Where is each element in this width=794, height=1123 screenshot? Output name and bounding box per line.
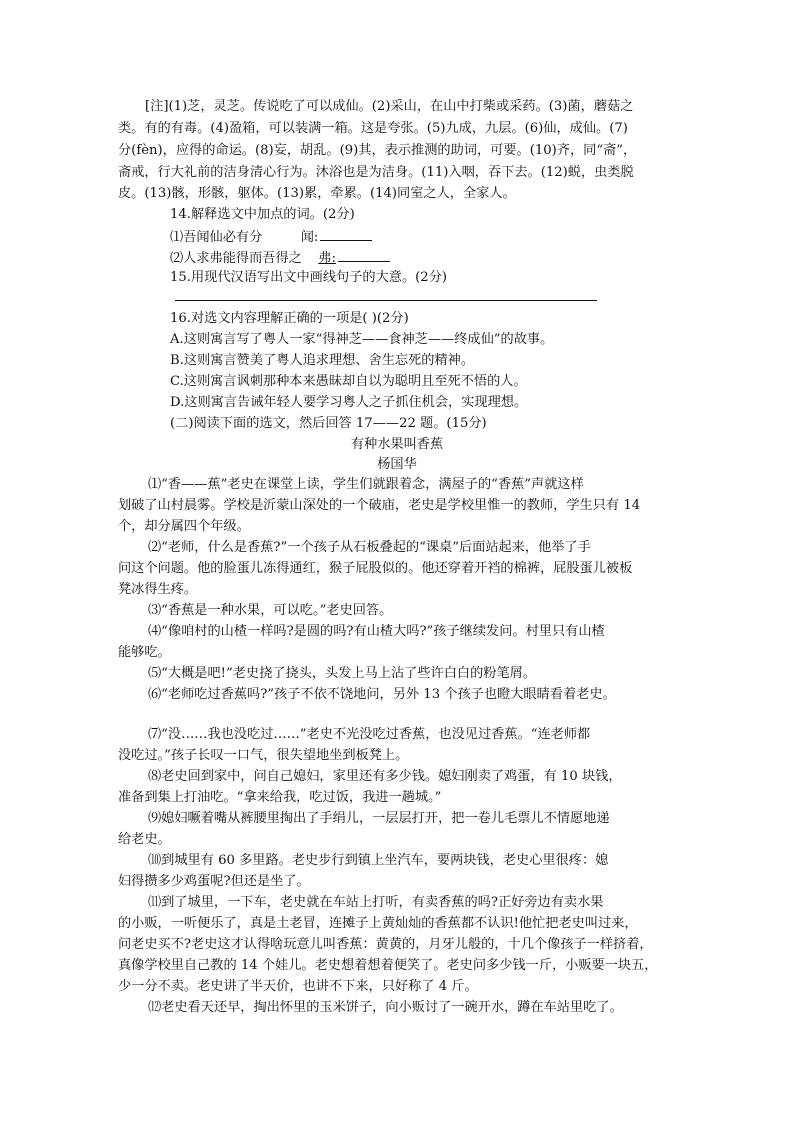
- option-d: D.这则寓言告诫年轻人要学习粤人之子抓住机会，实现理想。: [170, 395, 528, 410]
- article-line: ⑻老史回到家中，问自己媳妇，家里还有多少钱。媳妇刚卖了鸡蛋，有 10 块钱，: [148, 769, 622, 784]
- article-line: ⑵“老师，什么是香蕉?”一个孩子从石板叠起的“课桌”后面站起来，他举了手: [148, 540, 591, 555]
- item-2-word: 弗:: [318, 251, 336, 266]
- note-line: 皮。(13)骸，形骸，躯体。(13)累，牵累。(14)同室之人，全家人。: [118, 186, 516, 201]
- article-line: ⑷“像咱村的山楂一样吗?是圆的吗?有山楂大吗?”孩子继续发问。村里只有山楂: [148, 624, 605, 639]
- article-line: ⑼媳妇噘着嘴从裤腰里掏出了手绢儿，一层层打开，把一卷儿毛票儿不情愿地递: [148, 811, 610, 826]
- note-line: 斋戒，行大礼前的洁身清心行为。沐浴也是为洁身。(11)入咽，吞下去。(12)蜕，虫类脱: [118, 165, 634, 180]
- article-line: 真像学校里自己教的 14 个娃儿。老史想着想着便笑了。老史问多少钱一斤，小贩要一块五，: [118, 958, 658, 973]
- answer-blank-1[interactable]: [320, 228, 372, 241]
- question-15-stem: 15.用现代汉语写出文中画线句子的大意。(2分): [170, 270, 448, 285]
- question-14-stem: 14.解释选文中加点的词。(2分): [170, 207, 355, 222]
- section-2-heading: (二)阅读下面的选文，然后回答 17——22 题。(15分): [170, 416, 487, 431]
- article-line: 划破了山村晨雾。学校是沂蒙山深处的一个破庙，老史是学校里惟一的教师，学生只有 14: [118, 498, 641, 513]
- article-title: 有种水果叫香蕉: [350, 437, 444, 452]
- note-line: 类。有的有毒。(4)盈箱，可以装满一箱。这是夸张。(5)九成，九层。(6)仙，成仙。(7): [118, 121, 628, 136]
- article-line: 妇得攒多少鸡蛋呢?但还是坐了。: [118, 874, 310, 889]
- article-line: ⑾到了城里，一下车，老史就在车站上打听，有卖香蕉的吗?正好旁边有卖水果: [148, 895, 604, 910]
- option-c: C.这则寓言讽刺那种本来愚昧却自以为聪明且至死不悟的人。: [170, 374, 527, 389]
- article-line: ⑽到城里有 60 多里路。老史步行到镇上坐汽车，要两块钱，老史心里很疼：媳: [148, 853, 609, 868]
- article-line: 少一分不卖。老史讲了半天价，也讲不下来，只好称了 4 斤。: [118, 979, 478, 994]
- option-b: B.这则寓言赞美了粤人追求理想、舍生忘死的精神。: [170, 353, 475, 368]
- note-line: [注](1)芝，灵芝。传说吃了可以成仙。(2)采山，在山中打柴或采药。(3)菌，蘑菇之: [145, 99, 634, 114]
- article-line: ⑺“没……我也没吃过……”老史不光没吃过香蕉，也没见过香蕉。“连老师都: [148, 727, 591, 742]
- option-a: A.这则寓言写了粤人一家“得神芝——食神芝——终成仙”的故事。: [170, 332, 554, 347]
- article-line: 个，却分属四个年级。: [118, 519, 250, 534]
- article-line: 的小贩，一听便乐了，真是土老冒，连摊子上黄灿灿的香蕉都不认识!他忙把老史叫过来，: [118, 916, 638, 931]
- question-14-item-2: [170, 249, 390, 267]
- answer-line-15[interactable]: [175, 300, 597, 301]
- item-1-sentence: ⑴吾闻仙必有分: [170, 230, 263, 245]
- article-line: 凳冰得生疼。: [118, 582, 198, 597]
- question-14-item-1: [170, 228, 372, 246]
- article-line: 给老史。: [118, 832, 171, 847]
- article-line: 问老史买不?老史这才认得啥玩意儿叫香蕉：黄黄的，月牙儿般的，十几个像孩子一样挤着，: [118, 937, 653, 952]
- article-line: ⑿老史看天还早，掏出怀里的玉米饼子，向小贩讨了一碗开水，蹲在车站里吃了。: [148, 1000, 623, 1015]
- article-line: 问这个问题。他的脸蛋儿冻得通红，猴子屁股似的。他还穿着开裆的棉裤，屁股蛋儿被板: [118, 561, 633, 576]
- article-line: ⑶“香蕉是一种水果，可以吃。”老史回答。: [148, 603, 393, 618]
- question-16-stem: 16.对选文内容理解正确的一项是( )(2分): [170, 311, 409, 326]
- article-line: 能够吃。: [118, 645, 171, 660]
- article-line: ⑴“香——蕉”老史在课堂上读，学生们就跟着念，满屋子的“香蕉”声就这样: [148, 477, 584, 492]
- answer-blank-2[interactable]: [338, 249, 390, 262]
- article-line: ⑹“老师吃过香蕉吗?”孩子不依不饶地问，另外 13 个孩子也瞪大眼睛看着老史。: [148, 687, 616, 702]
- item-1-word: 闻:: [300, 230, 319, 245]
- article-line: 准备到集上打油吃。“拿来给我，吃过饭，我进一趟城。”: [118, 790, 442, 805]
- article-author: 杨国华: [377, 457, 417, 472]
- note-line: 分(fèn)，应得的命运。(8)妄，胡乱。(9)其，表示推测的助词，可要。(10)齐，同“斋”，: [118, 143, 637, 158]
- article-line: ⑸“大概是吧!”老史挠了挠头，头发上马上沾了些许白白的粉笔屑。: [148, 666, 537, 681]
- item-2-sentence: ⑵人求弗能得而吾得之: [170, 251, 302, 266]
- article-line: 没吃过。”孩子长叹一口气，很失望地坐到板凳上。: [118, 748, 409, 763]
